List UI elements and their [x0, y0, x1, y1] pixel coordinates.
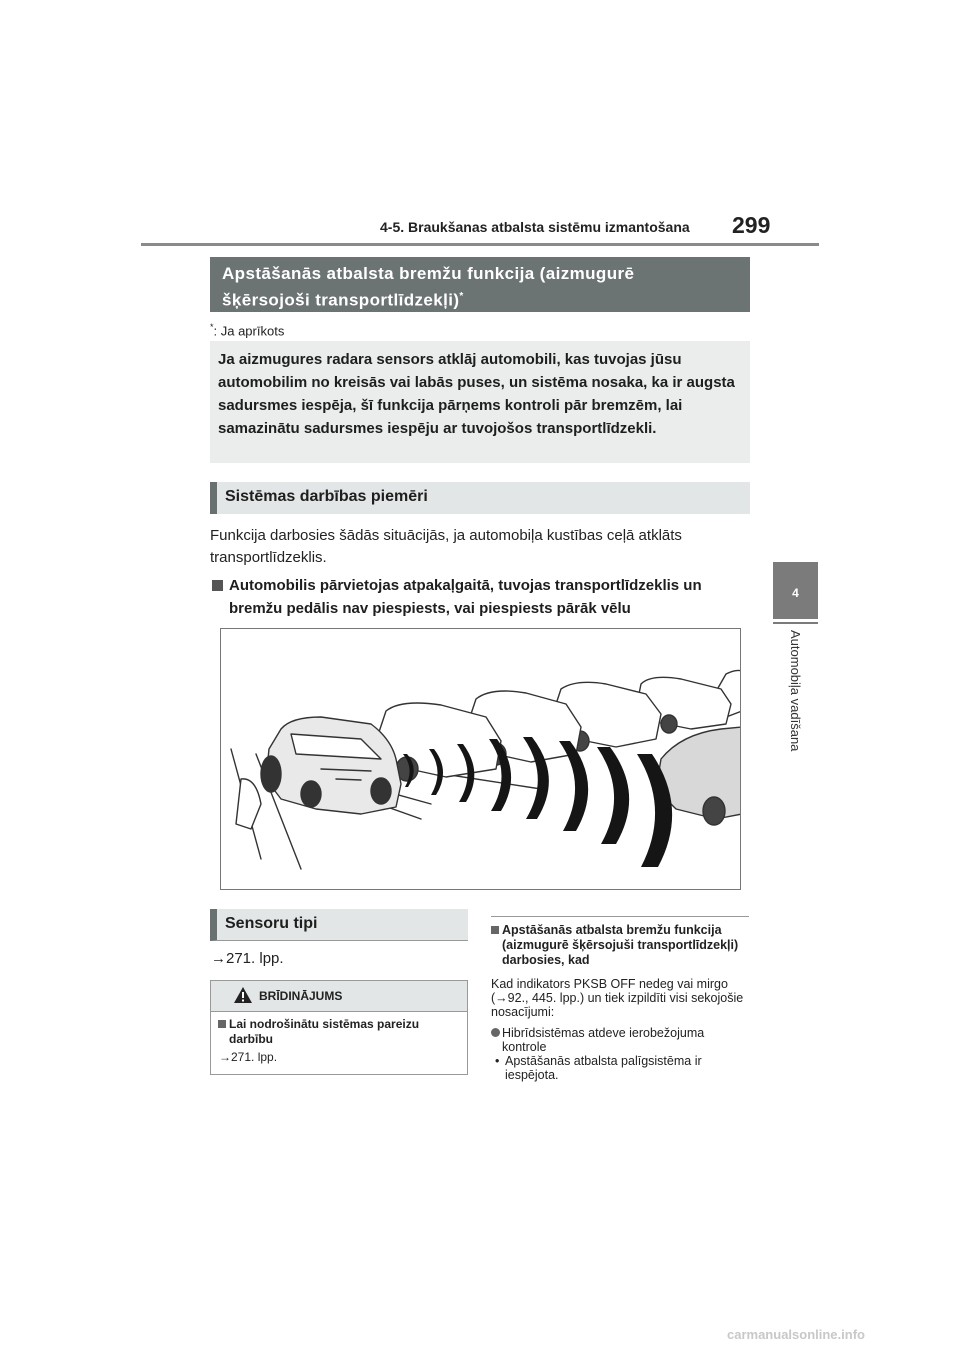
title-line-1: Apstāšanās atbalsta bremžu funkcija (aizmugurē: [222, 264, 635, 283]
section-title-box: [210, 257, 750, 312]
chapter-tab-divider: [773, 622, 818, 624]
condition-sub-item-text: Apstāšanās atbalsta palīgsistēma ir iespējota.: [505, 1054, 702, 1082]
warning-header: [211, 981, 467, 1012]
square-bullet-icon: [491, 926, 499, 934]
dot-bullet-icon: •: [495, 1054, 500, 1068]
example-subheading-text: Automobilis pārvietojas atpakaļgaitā, tuvojas transportlīdzeklis un bremžu pedālis nav piespiests, vai piespiests pārāk vēlu: [229, 577, 702, 617]
page-number: 299: [732, 212, 771, 238]
footnote: [210, 322, 284, 338]
condition-sub-item: [491, 1054, 749, 1082]
section-heading-operation-examples: Sistēmas darbības piemēri: [210, 482, 750, 514]
warning-item: [218, 1017, 463, 1047]
warning-page-ref[interactable]: →271. lpp.: [219, 1050, 278, 1064]
warning-title: BRĪDINĀJUMS: [259, 989, 343, 1003]
condition-bullet-text: Hibrīdsistēmas atdeve ierobežojuma kontrole: [502, 1026, 705, 1054]
chapter-number: 4: [792, 586, 799, 600]
warning-triangle-icon: [233, 986, 253, 1004]
warning-item-text: Lai nodrošinātu sistēmas pareizu darbību: [229, 1017, 420, 1046]
rear-cross-traffic-illustration: [220, 628, 741, 890]
chapter-label-text: Automobiļa vadīšana: [788, 630, 803, 752]
circle-bullet-icon: [491, 1028, 500, 1037]
example-subheading: [212, 574, 750, 620]
watermark: carmanualsonline.info: [727, 1327, 865, 1342]
title-line-2-text: šķērsojoši transportlīdzekļi): [222, 290, 460, 310]
section-body-text: Funkcija darbosies šādās situācijās, ja automobiļa kustības ceļā atklāts transportlīdzeklis.: [210, 527, 682, 566]
warning-box: [210, 980, 468, 1075]
header-section-title: 4-5. Braukšanas atbalsta sistēmu izmantošana: [380, 219, 690, 235]
operation-conditions-heading: [491, 923, 749, 968]
sensor-types-page-ref[interactable]: →271. lpp.: [211, 950, 284, 967]
section-heading-sensor-types: Sensoru tipi: [210, 909, 468, 941]
right-column: [491, 916, 749, 1082]
intro-box: Ja aizmugures radara sensors atklāj automobili, kas tuvojas jūsu automobilim no kreisās vai labās puses, un sistēma nosaka, ka ir augsta sadursmes iespēja, šī funkcija pārņems kontroli pār bremzēm, lai samazinātu sadursmes iespēju ar tuvojošos transportlīdzekli.: [210, 341, 750, 463]
operation-conditions-heading-text: Apstāšanās atbalsta bremžu funkcija (aizmugurē šķērsojuši transportlīdzekļi) darbosies, kad: [502, 923, 739, 967]
square-bullet-icon: [212, 580, 223, 591]
chapter-label: [787, 630, 805, 790]
title-footnote-marker: *: [459, 291, 464, 302]
footnote-marker: *: [210, 322, 214, 332]
condition-bullet: [491, 1026, 749, 1054]
operation-conditions-text: Kad indikators PKSB OFF nedeg vai mirgo (→92., 445. lpp.) un tiek izpildīti visi sekojošie nosacījumi:: [491, 977, 744, 1019]
square-bullet-icon: [218, 1020, 226, 1028]
header-divider: [141, 243, 819, 246]
footnote-text: : Ja aprīkots: [213, 323, 285, 339]
title-line-2: [222, 285, 738, 312]
chapter-tab[interactable]: [773, 562, 818, 619]
